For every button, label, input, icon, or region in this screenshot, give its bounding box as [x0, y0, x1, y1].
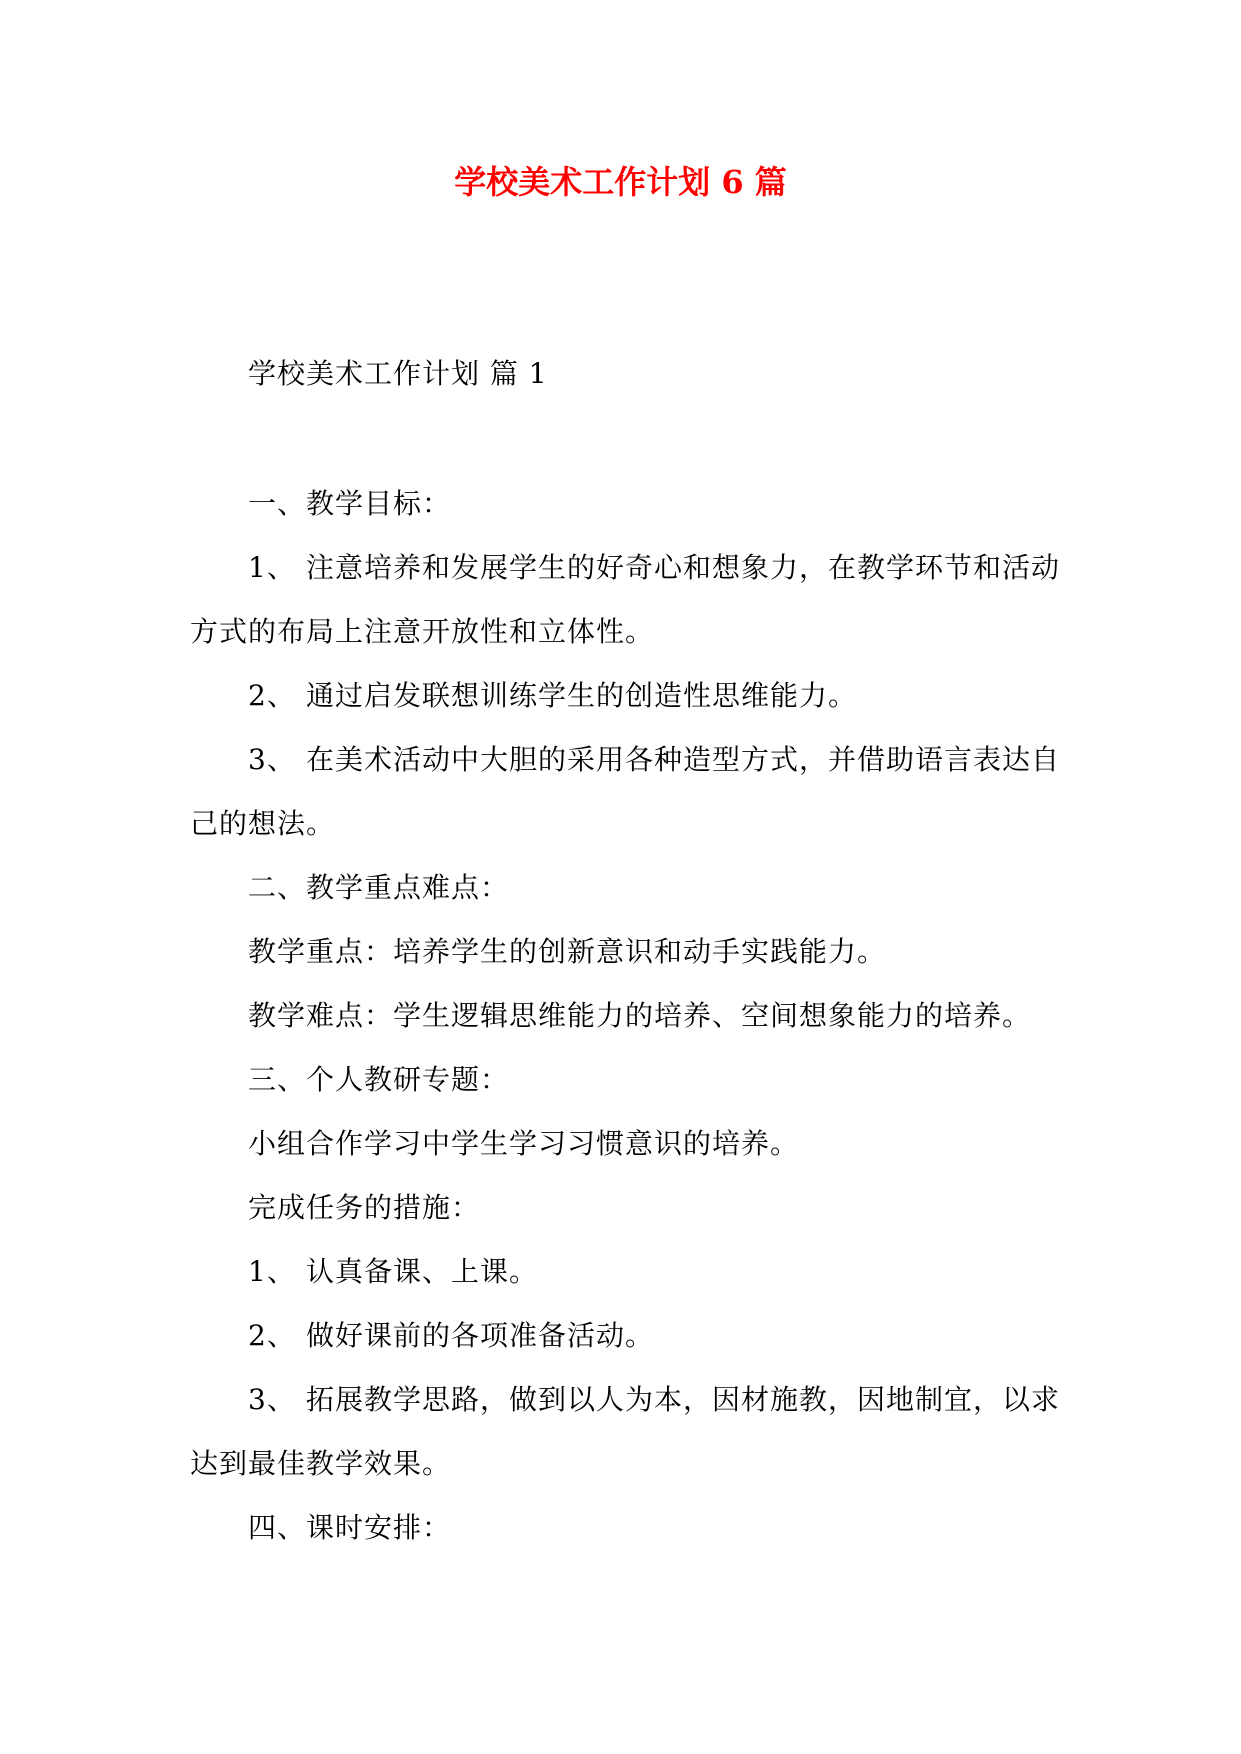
- goal-item-2: [248, 676, 857, 716]
- list-text: 认真备课、上课。: [306, 1255, 539, 1288]
- goal-item-1: [248, 548, 1060, 588]
- measure-item-3: [248, 1380, 1060, 1420]
- document-title: 学校美术工作计划 6 篇: [454, 163, 787, 201]
- difficult-point-text: 教学难点：学生逻辑思维能力的培养、空间想象能力的培养。: [248, 999, 1032, 1032]
- list-number: 2、: [248, 679, 296, 712]
- list-text: 在美术活动中大胆的采用各种造型方式，并借助语言表达自: [306, 743, 1061, 776]
- list-text: 做好课前的各项准备活动。: [306, 1319, 655, 1352]
- list-number: 3、: [248, 743, 296, 776]
- list-text: 拓展教学思路，做到以人为本，因材施教，因地制宜，以求: [306, 1383, 1061, 1416]
- measures-heading: 完成任务的措施：: [248, 1191, 481, 1224]
- list-text: 注意培养和发展学生的好奇心和想象力，在教学环节和活动: [306, 551, 1061, 584]
- measure-item-1: [248, 1252, 538, 1292]
- list-number: 3、: [248, 1383, 296, 1416]
- heading-key-difficult-points: 二、教学重点难点：: [248, 871, 510, 904]
- measure-item-2: [248, 1316, 654, 1356]
- research-topic-text: 小组合作学习中学生学习习惯意识的培养。: [248, 1127, 800, 1160]
- list-number: 1、: [248, 1255, 296, 1288]
- section-heading: 学校美术工作计划 篇 1: [248, 357, 548, 390]
- goal-item-3: [248, 740, 1060, 780]
- list-number: 1、: [248, 551, 296, 584]
- goal-item-3-continued: 己的想法。: [190, 807, 336, 840]
- heading-teaching-goals: 一、教学目标：: [248, 487, 452, 520]
- list-text: 通过启发联想训练学生的创造性思维能力。: [306, 679, 858, 712]
- goal-item-1-continued: 方式的布局上注意开放性和立体性。: [190, 615, 655, 648]
- heading-research-topic: 三、个人教研专题：: [248, 1063, 510, 1096]
- key-point-text: 教学重点：培养学生的创新意识和动手实践能力。: [248, 935, 887, 968]
- measure-item-3-continued: 达到最佳教学效果。: [190, 1447, 452, 1480]
- list-number: 2、: [248, 1319, 296, 1352]
- heading-schedule: 四、课时安排：: [248, 1511, 452, 1544]
